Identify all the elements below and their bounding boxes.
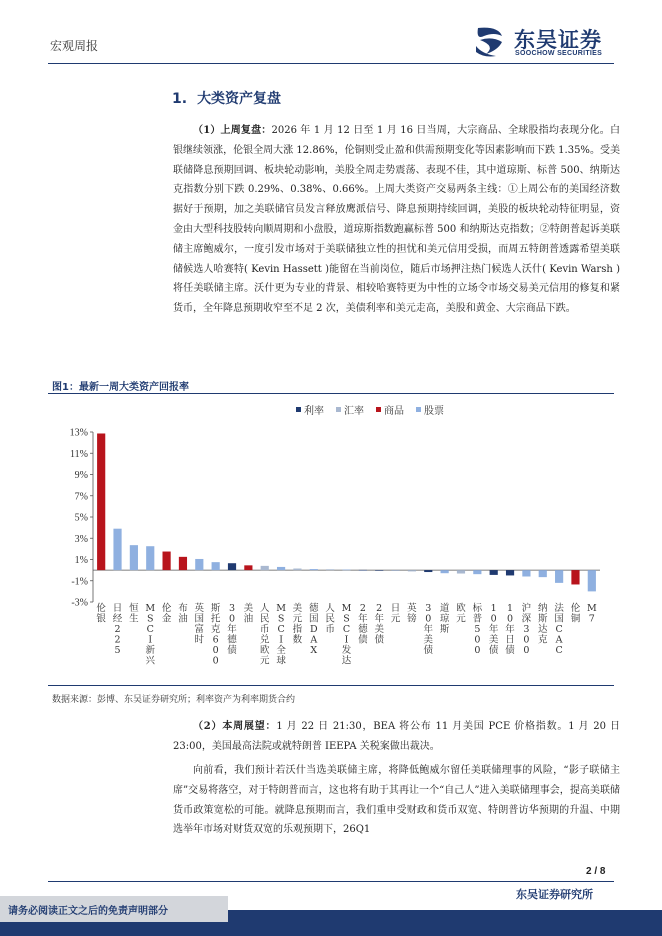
section-number: 1. [172, 91, 188, 107]
bar-24 [490, 570, 498, 575]
paragraph-lead: （1）上周复盘： [193, 125, 272, 136]
bar-21 [441, 570, 449, 573]
bar-26 [522, 570, 530, 576]
x-tick-label-15: M S C I 发达 [341, 603, 352, 667]
bar-28 [555, 570, 563, 583]
bar-12 [293, 569, 301, 571]
bar-23 [473, 570, 481, 574]
x-tick-label-24: 1 0 年美债 [488, 603, 499, 656]
bar-17 [375, 570, 383, 571]
x-tick-label-18: 日元 [390, 603, 401, 625]
figure-source-note: 数据来源：彭博、东吴证券研究所；利率资产为利率期货合约 [52, 695, 296, 705]
legend-label-2: 商品 [384, 406, 404, 417]
y-tick-label-3: 7% [74, 491, 88, 503]
y-tick-label-4: 5% [74, 512, 88, 524]
legend-swatch-3 [416, 407, 421, 412]
figure-title: 图1：最新一周大类资产回报率 [52, 382, 189, 393]
x-tick-label-13: 德国 D A X [309, 603, 319, 656]
x-tick-label-23: 标普 5 0 0 [472, 603, 483, 656]
legend-label-1: 汇率 [344, 406, 364, 417]
legend-label-0: 利率 [304, 406, 324, 417]
y-tick-label-5: 3% [74, 533, 88, 545]
x-tick-label-30: M 7 [586, 603, 597, 625]
bar-5 [179, 557, 187, 570]
y-tick-label-2: 9% [74, 470, 88, 481]
y-tick-label-1: 11% [70, 448, 88, 460]
section-title-text: 大类资产复盘 [197, 91, 282, 107]
x-tick-label-9: 美油 [243, 603, 254, 625]
bar-16 [359, 570, 367, 571]
bar-4 [163, 552, 171, 571]
footer-organization: 东吴证券研究所 [516, 888, 593, 901]
legend-swatch-1 [336, 407, 341, 412]
bar-9 [244, 565, 252, 570]
y-tick-label-7: -1% [71, 576, 88, 588]
x-tick-label-16: 2 年德债 [358, 603, 368, 646]
x-tick-label-22: 欧元 [456, 603, 466, 625]
bar-0 [97, 433, 105, 570]
logo-english-name: SOOCHOW SECURITIES [515, 50, 603, 57]
figure-top-rule [48, 393, 614, 394]
bar-19 [408, 570, 416, 571]
x-tick-label-1: 日经 2 2 5 [112, 603, 123, 656]
bar-25 [506, 570, 514, 575]
x-tick-label-12: 美元指数 [292, 603, 303, 646]
bar-13 [310, 569, 318, 570]
bar-10 [261, 566, 269, 570]
bar-27 [539, 570, 547, 577]
bar-7 [212, 562, 220, 570]
x-tick-label-14: 人民币 [325, 603, 335, 635]
x-tick-label-10: 人民币兑欧元 [259, 603, 270, 667]
asset-return-chart [48, 396, 614, 684]
legend-swatch-0 [296, 407, 301, 412]
footer-divider [48, 881, 614, 882]
bar-6 [195, 559, 203, 570]
x-tick-label-2: 恒生 [129, 603, 139, 625]
x-tick-label-29: 伦铜 [570, 603, 581, 625]
paragraph-last-week-review [173, 121, 620, 319]
paragraph-week-ahead [173, 717, 620, 757]
bar-20 [424, 570, 432, 572]
soochow-logo-icon [472, 24, 510, 58]
disclaimer-text: 请务必阅读正文之后的免责声明部分 [8, 906, 168, 917]
paragraph-lead: （2）本周展望： [193, 721, 277, 732]
x-tick-label-25: 1 0 年日债 [505, 603, 515, 656]
x-tick-label-5: 布油 [178, 603, 188, 625]
bar-8 [228, 563, 236, 570]
x-tick-label-21: 道琼斯 [439, 603, 450, 635]
bar-29 [571, 570, 579, 584]
bar-14 [326, 569, 334, 570]
paragraph-body: 1 月 22 日 21:30，BEA 将公布 11 月美国 PCE 价格指数。1 月 20 日 23:00，美国最高法院或就特朗普 IEEPA 关税案做出裁决。 [173, 721, 620, 752]
x-tick-label-4: 伦金 [161, 603, 172, 625]
x-tick-label-3: M S C I 新兴 [145, 603, 156, 667]
x-tick-label-7: 斯托克 6 0 0 [210, 603, 221, 667]
legend-swatch-2 [376, 407, 381, 412]
bar-15 [342, 570, 350, 571]
bar-11 [277, 567, 285, 570]
section-title [172, 88, 291, 108]
x-tick-label-20: 3 0 年美债 [423, 603, 434, 656]
x-tick-label-0: 伦银 [96, 603, 106, 625]
y-tick-label-0: 13% [69, 427, 88, 439]
disclaimer-bar [0, 896, 228, 922]
bar-3 [146, 546, 154, 570]
legend-label-3: 股票 [424, 406, 444, 417]
x-tick-label-26: 沪深 3 0 0 [521, 603, 532, 656]
x-tick-label-19: 英镑 [407, 603, 417, 625]
header-divider [48, 63, 614, 64]
paragraph-body: 2026 年 1 月 12 日至 1 月 16 日当周，大宗商品、全球股指均表现分化。白银继续领涨，伦银全周大涨 12.86%，伦铜则受止盈和供需预期变化等因素影响而下跌 1.35%。受美联储降息预期回调、板块轮动影响，美股全周走势震荡、表现不佳，其中道琼斯、标普 500、纳斯达克指数分别下跌 0.29%、0.38%、0.66%。上周大类资产交易两条主线：①上周公布的美国经济数据好于预期，加之美联储官员发言释放鹰派信号、降息预期持续回调，美股的板块轮动特征明显，资金由大型科技股转向顺周期和小盘股，道琼斯指数跑赢标普 500 和纳斯达克指数；②特朗普起诉美联储主席鲍威尔，一度引发市场对于美联储独立性的担忧和美元信用受损，而周五特朗普透露希望美联储候选人哈赛特( Kevin Hassett )能留在当前岗位，随后市场押注热门候选人沃什( Kevin Warsh )将任美联储主席。沃什更为专业的背景、相较哈赛特更为中性的立场令市场交易美元信用的修复和紧货币，全年降息预期收窄至不足 2 次，美债利率和美元走高，美股和黄金、大宗商品下跌。 [173, 125, 620, 315]
report-type-label: 宏观周报 [50, 39, 99, 53]
company-logo [472, 24, 622, 60]
x-tick-label-11: M S C I 全球 [276, 603, 286, 667]
bar-1 [113, 529, 121, 570]
page-number: 2 / 8 [586, 866, 606, 877]
x-tick-label-6: 英国富时 [194, 603, 205, 646]
y-tick-label-6: 1% [74, 555, 88, 566]
y-tick-label-8: -3% [71, 597, 88, 609]
footer-band-left [0, 922, 228, 936]
x-tick-label-28: 法国 C A C [554, 603, 564, 656]
bar-2 [130, 545, 138, 570]
x-tick-label-27: 纳斯达克 [538, 603, 548, 646]
x-tick-label-8: 3 0 年德债 [227, 603, 237, 656]
bar-30 [588, 570, 596, 591]
footer-band [228, 910, 662, 936]
logo-chinese-name: 东吴证券 [514, 28, 602, 52]
bar-18 [391, 570, 399, 571]
x-tick-label-17: 2 年美债 [374, 603, 384, 646]
bar-22 [457, 570, 465, 573]
figure-bottom-rule [48, 685, 614, 686]
paragraph-outlook: 向前看，我们预计若沃什当选美联储主席，将降低鲍威尔留任美联储理事的风险，“影子联储主席”交易将落空，对于特朗普而言，这也将有助于其再让一个“自己人”进入美联储理事会，提高美联储货币政策宽松的可能。就降息预期而言，我们重申受财政和货币双宽、特朗普访华预期的升温、中期选举年市场对财货双宽的乐观预期下，26Q1 [173, 765, 620, 836]
